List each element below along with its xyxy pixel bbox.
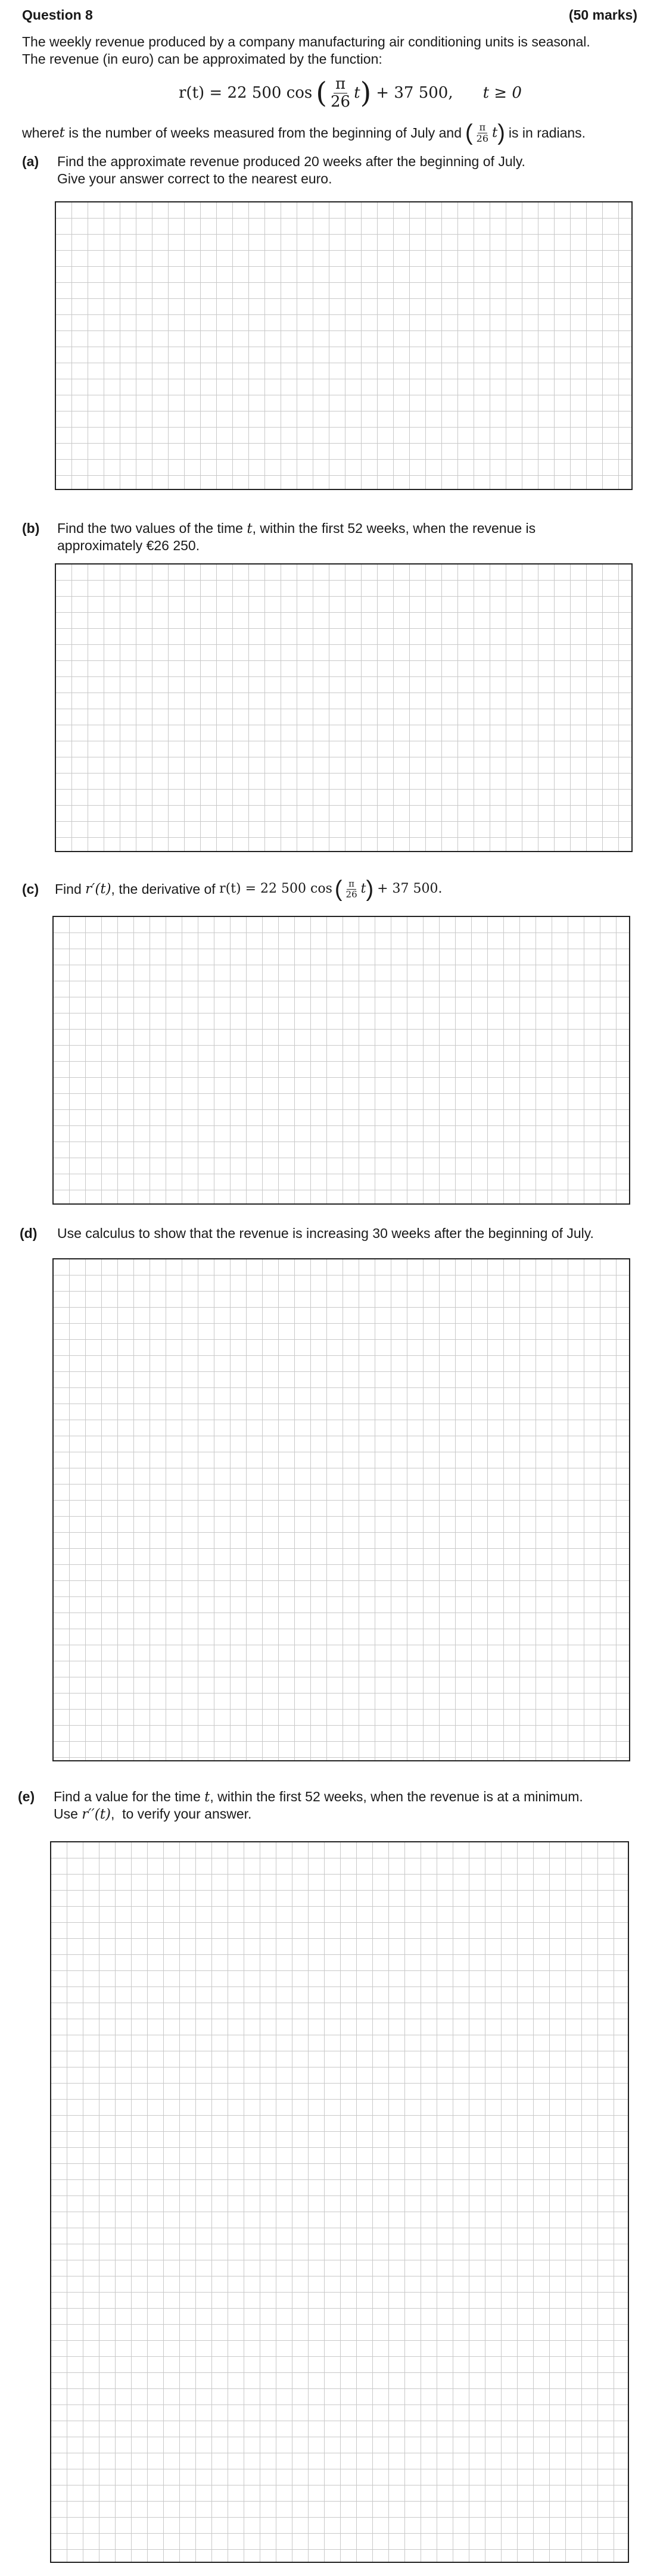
formula-lhs: r(t) = 22 500 cos <box>179 84 313 102</box>
part-e-line-2: Use r′′(t), to verify your answer. <box>54 1806 252 1822</box>
intro-line-1: The weekly revenue produced by a company manufacturing air conditioning units is seasonal. <box>22 34 590 49</box>
part-c-label: (c) <box>22 881 39 897</box>
part-b-line-1: Find the two values of the time t, within the first 52 weeks, when the revenue is <box>57 520 536 537</box>
part-e-line-1: Find a value for the time t, within the first 52 weeks, when the revenue is at a minimum. <box>54 1789 583 1805</box>
marks-label: (50 marks) <box>568 7 637 23</box>
answer-grid-d[interactable] <box>52 1258 630 1761</box>
part-a-line-2: Give your answer correct to the nearest euro. <box>57 171 332 186</box>
answer-grid-c[interactable] <box>52 916 630 1205</box>
formula-rhs: + 37 500, <box>376 84 453 102</box>
part-d-label: (d) <box>20 1225 38 1241</box>
formula-var: t <box>354 84 360 102</box>
formula-condition: t ≥ 0 <box>482 84 522 102</box>
part-a-label: (a) <box>22 154 39 169</box>
part-b-label: (b) <box>22 520 40 536</box>
answer-grid-b[interactable] <box>55 563 633 852</box>
part-e-label: (e) <box>18 1789 35 1804</box>
part-b-line-2: approximately €26 250. <box>57 538 200 553</box>
part-d-line-1: Use calculus to show that the revenue is increasing 30 weeks after the beginning of July. <box>57 1225 594 1241</box>
question-title: Question 8 <box>22 7 93 23</box>
where-fraction: $\frac{\pi}{26}$ <box>476 121 489 144</box>
revenue-formula: r(t) = 22 500 cos ( $\frac{\pi}{26}$ t ) + 37 500, t ≥ 0 <box>179 74 522 111</box>
intro-line-2: The revenue (in euro) can be approximated by the function: <box>22 51 382 67</box>
where-line: where t is the number of weeks measured from the beginning of July and ( $\frac{\pi}{26}$ t ) is in radians. <box>22 120 586 145</box>
answer-grid-a[interactable] <box>55 201 633 490</box>
part-a-line-1: Find the approximate revenue produced 20 weeks after the beginning of July. <box>57 154 525 169</box>
part-c-text: Find r′(t) , the derivative of r(t) = 22 500 cos ( $\frac{\pi}{26}$ t ) + 37 500. <box>55 877 443 902</box>
answer-grid-e[interactable] <box>50 1841 629 2563</box>
formula-fraction: $\frac{\pi}{26}$ <box>331 74 351 111</box>
part-c-fraction: $\frac{\pi}{26}$ <box>345 878 357 900</box>
